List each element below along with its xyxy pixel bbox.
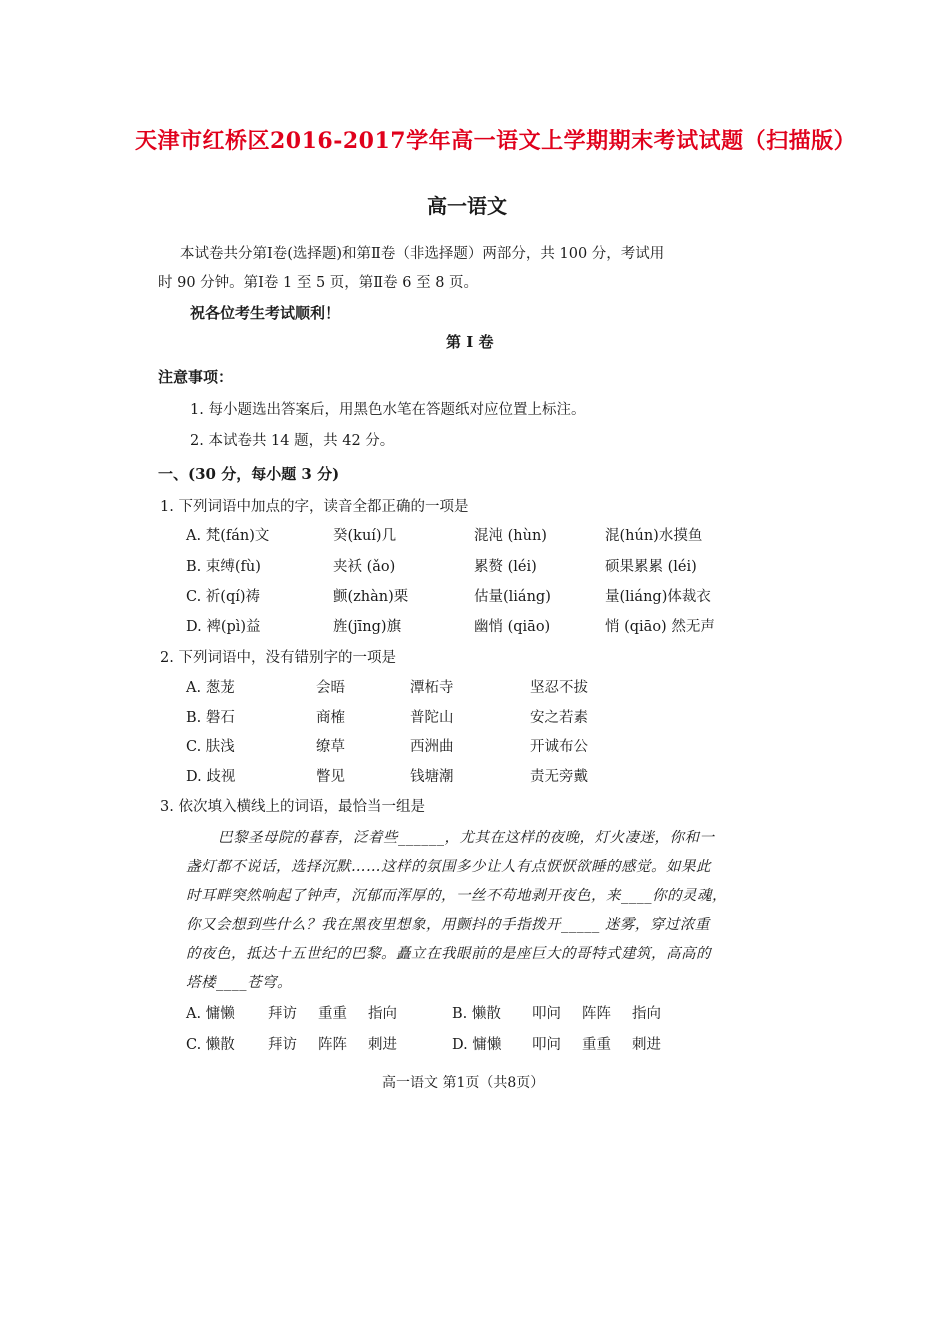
option-cell: 幽悄 (qiāo) bbox=[474, 619, 551, 635]
passage-line: 巴黎圣母院的暮春，泛着些______，尤其在这样的夜晚，灯火凄迷，你和一 bbox=[218, 830, 715, 846]
option-cell: B. 懒散 bbox=[452, 1006, 501, 1022]
option-cell: 开诚布公 bbox=[530, 739, 588, 755]
intro-line-1: 本试卷共分第Ⅰ卷(选择题)和第Ⅱ卷（非选择题）两部分，共 100 分，考试用 bbox=[180, 246, 665, 262]
option-cell: 刺进 bbox=[632, 1037, 661, 1053]
option-cell: D. 慵懒 bbox=[452, 1037, 502, 1053]
option-cell: 会晤 bbox=[316, 680, 345, 696]
option-cell: A. 梵(fán)文 bbox=[186, 528, 270, 544]
option-cell: 西洲曲 bbox=[410, 739, 454, 755]
option-cell: 商榷 bbox=[316, 710, 345, 726]
wish-text: 祝各位考生考试顺利！ bbox=[190, 304, 341, 322]
option-cell: 估量(liáng) bbox=[474, 589, 551, 605]
page-footer: 高一语文 第1页（共8页） bbox=[382, 1075, 545, 1091]
option-cell: 混(hún)水摸鱼 bbox=[605, 528, 703, 544]
option-cell: 责无旁戴 bbox=[530, 769, 588, 785]
passage-line: 的夜色，抵达十五世纪的巴黎。矗立在我眼前的是座巨大的哥特式建筑，高高的 bbox=[186, 946, 711, 962]
option-cell: 潭柘寺 bbox=[410, 680, 454, 696]
option-cell: 量(liáng)体裁衣 bbox=[605, 589, 711, 605]
option-cell: 阵阵 bbox=[318, 1037, 347, 1053]
option-cell: 重重 bbox=[318, 1006, 347, 1022]
option-cell: 刺进 bbox=[368, 1037, 397, 1053]
note-item: 1. 每小题选出答案后，用黑色水笔在答题纸对应位置上标注。 bbox=[190, 402, 586, 418]
option-cell: 悄 (qiāo) 然无声 bbox=[605, 619, 715, 635]
option-cell: C. 懒散 bbox=[186, 1037, 235, 1053]
paper-title: 高一语文 bbox=[427, 194, 507, 218]
option-cell: B. 磐石 bbox=[186, 710, 235, 726]
document-header-title: 天津市红桥区2016-2017学年高一语文上学期期末考试试题（扫描版） bbox=[135, 128, 857, 154]
option-cell: 安之若素 bbox=[530, 710, 588, 726]
option-cell: C. 祈(qí)祷 bbox=[186, 589, 261, 605]
passage-line: 时耳畔突然响起了钟声，沉郁而浑厚的，一丝不苟地剥开夜色，来____你的灵魂， bbox=[186, 888, 727, 904]
option-cell: 瞥见 bbox=[316, 769, 345, 785]
option-cell: 夹袄 (ǎo) bbox=[333, 559, 396, 575]
option-cell: 硕果累累 (léi) bbox=[605, 559, 697, 575]
option-cell: 颤(zhàn)栗 bbox=[333, 589, 409, 605]
option-cell: A. 慵懒 bbox=[186, 1006, 235, 1022]
option-cell: 拜访 bbox=[268, 1037, 297, 1053]
passage-line: 你又会想到些什么？我在黑夜里想象，用颤抖的手指拨开_____ 迷雾，穿过浓重 bbox=[186, 917, 710, 933]
passage-line: 盏灯都不说话，选择沉默……这样的氛围多少让人有点恹恹欲睡的感觉。如果此 bbox=[186, 859, 711, 875]
option-cell: 累赘 (léi) bbox=[474, 559, 537, 575]
option-cell: 指向 bbox=[632, 1006, 661, 1022]
option-cell: C. 肤浅 bbox=[186, 739, 235, 755]
volume-heading: 第 Ⅰ 卷 bbox=[446, 333, 494, 351]
section-one-heading: 一、(30 分，每小题 3 分) bbox=[158, 465, 340, 483]
option-cell: D. 歧视 bbox=[186, 769, 236, 785]
question-2-stem: 2. 下列词语中，没有错别字的一项是 bbox=[160, 650, 396, 666]
question-3-stem: 3. 依次填入横线上的词语，最恰当一组是 bbox=[160, 799, 425, 815]
option-cell: A. 葱茏 bbox=[186, 680, 235, 696]
option-cell: 指向 bbox=[368, 1006, 397, 1022]
note-item: 2. 本试卷共 14 题，共 42 分。 bbox=[190, 433, 395, 449]
option-cell: 拜访 bbox=[268, 1006, 297, 1022]
intro-line-2: 时 90 分钟。第Ⅰ卷 1 至 5 页，第Ⅱ卷 6 至 8 页。 bbox=[158, 275, 479, 291]
option-cell: 钱塘潮 bbox=[410, 769, 454, 785]
option-cell: 重重 bbox=[582, 1037, 611, 1053]
option-cell: 叩问 bbox=[532, 1037, 561, 1053]
option-cell: 混沌 (hùn) bbox=[474, 528, 547, 544]
passage-line: 塔楼____苍穹。 bbox=[186, 975, 292, 991]
option-cell: B. 束缚(fù) bbox=[186, 559, 261, 575]
question-1-stem: 1. 下列词语中加点的字，读音全都正确的一项是 bbox=[160, 499, 469, 515]
notes-heading: 注意事项： bbox=[158, 368, 234, 386]
option-cell: 缭草 bbox=[316, 739, 345, 755]
option-cell: 叩问 bbox=[532, 1006, 561, 1022]
option-cell: 普陀山 bbox=[410, 710, 454, 726]
option-cell: 旌(jīng)旗 bbox=[333, 619, 402, 635]
option-cell: 癸(kuí)几 bbox=[333, 528, 397, 544]
option-cell: 坚忍不拔 bbox=[530, 680, 588, 696]
option-cell: 阵阵 bbox=[582, 1006, 611, 1022]
option-cell: D. 裨(pì)益 bbox=[186, 619, 261, 635]
